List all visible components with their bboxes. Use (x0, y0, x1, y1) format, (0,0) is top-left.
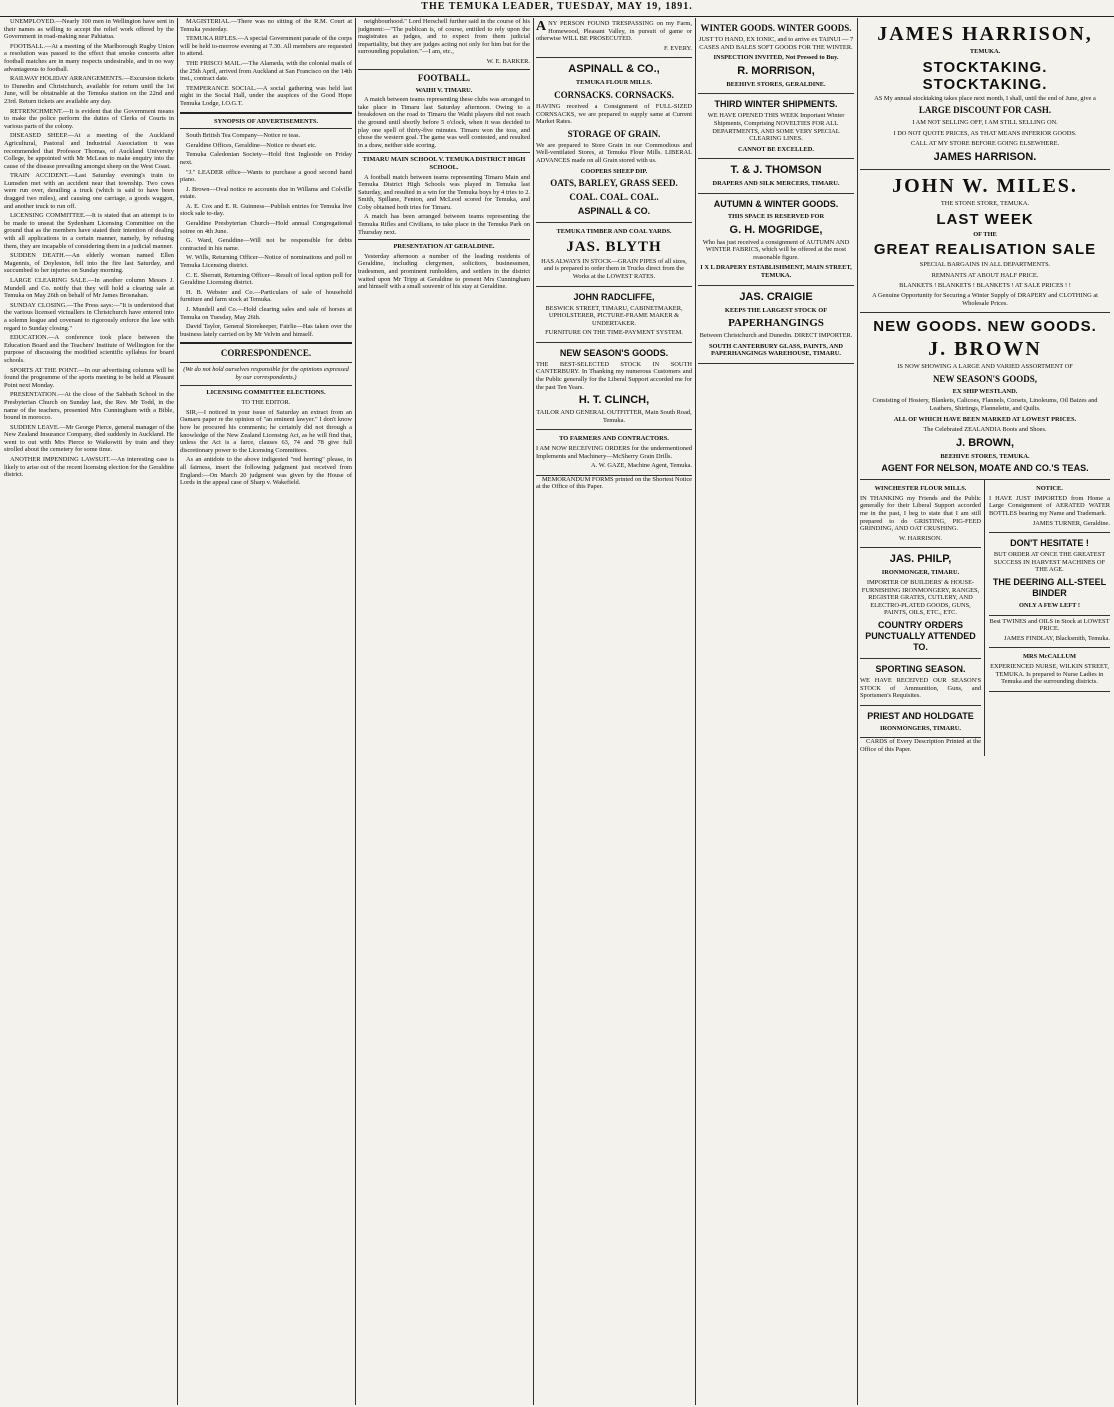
craigie-advert: JAS. CRAIGIE KEEPS THE LARGEST STOCK OF PAPERHANGINGS Between Christchurch and Dunedin. DIRECT IMPORTER. SOUTH CANTERBURY GLASS, PAINTS, AND PAPERHANGINGS WAREHOUSE, TIMARU. (698, 286, 854, 364)
news-paragraph: TEMPERANCE SOCIAL.—A social gathering was held last night in the Social Hall, under the auspices of the Good Hope Temuka Lodge, I.O.G.T. (180, 84, 352, 107)
sporting-advert: SPORTING SEASON. WE HAVE RECEIVED OUR SEASON'S STOCK of Ammunition, Guns, and Sportsmen's Requisites. (860, 659, 981, 706)
new-season-advert: NEW SEASON'S GOODS. THE BEST-SELECTED STOCK IN SOUTH CANTERBURY. In Thanking my numerous Customers and the Public generally for the Liberal Support accorded me for the past Ten Years. H. T. CLINCH, TAILOR AND GENERAL OUTFITTER, Main South Road, Temuka. (536, 343, 692, 431)
column-divider (177, 18, 178, 1405)
synopsis-item: W. Wills, Returning Officer—Notice of nominations and poll re Temuka Licensing district. (180, 254, 352, 270)
news-paragraph: A match has been arranged between teams representing the Temuka Rifles and Civilians, to take place in the Temuka Park on Thursday next. (358, 213, 530, 236)
letter-paragraph: neighbourhood." Lord Herschell further said in the course of his judgment:—"The publican is, of course, entitled to rely upon the magistrates as judges, and to expect from them judicial impartiality, but they are judges acting not only for him but for the surrounding population."—I am, etc., (358, 18, 530, 56)
cards-notice: CARDS of Every Description Printed at the Office of this Paper. (860, 738, 981, 753)
priest-advert: PRIEST AND HOLDGATE IRONMONGERS, TIMARU. (860, 706, 981, 739)
football-heading: FOOTBALL. (417, 72, 471, 83)
trespass-notice: ANY PERSON FOUND TRESPASSING on my Farm, Homewood, Pleasant Valley, in pursuit of game or otherwise WILL BE PROSECUTED. F. EVERY. (536, 18, 692, 58)
third-winter-advert: THIRD WINTER SHIPMENTS. WE HAVE OPENED THIS WEEK Important Winter Shipments, Comprising NOVELTIES FOR ALL DEPARTMENTS, AND SOME VERY SPECIAL CLEARING LINES. CANNOT BE EXCELLED. (698, 94, 854, 159)
philp-advert: JAS. PHILP, IRONMONGER, TIMARU. IMPORTER OF BUILDERS' & HOUSE-FURNISHING IRONMONGERY, RANGES, REGISTER GRATES, CUTLERY, AND ELECTRO-PLATED GOODS, GUNS, PAINTS, OILS, ETC., ETC. COUNTRY ORDERS PUNCTUALLY ATTENDED TO. (860, 548, 981, 659)
news-paragraph: SPORTS AT THE POINT.—In our advertising columns will be found the programme of the sports meeting to be held at Pleasant Point next Monday. (4, 366, 174, 389)
deering-advert: DON'T HESITATE ! BUT ORDER AT ONCE THE GREATEST SUCCESS IN HARVEST MACHINES OF THE AGE. THE DEERING ALL-STEEL BINDER ONLY A FEW LEFT ! (989, 533, 1110, 615)
news-paragraph: EDUCATION.—A conference took place between the Education Board and the Teachers' Institute of Wellington for the purpose of discussing the modified scientific syllabus for board schools. (4, 334, 174, 364)
split-adverts (860, 480, 1110, 755)
news-paragraph: MAGISTERIAL.—There was no sitting of the R.M. Court at Temuka yesterday. (180, 18, 352, 33)
news-paragraph: A football match between teams representing Timaru Main and Temuka District High Schools was played in Temuka last Saturday, and resulted in a win for the Temuka boys by 4 tries to 2. Smith, Spillane, Fenton, and McLeod scored for Temuka, and Coby obtained both tries for Timaru. (358, 173, 530, 211)
turner-notice: NOTICE. I HAVE JUST IMPORTED from Home a Large Consignment of AERATED WATER BOTTLES bearing my Name and Trademark. JAMES TURNER, Geraldine. (989, 480, 1110, 533)
letter-to: TO THE EDITOR. (241, 399, 291, 407)
harrison-advert: JAMES HARRISON, TEMUKA. STOCKTAKING. STOCKTAKING. AS My annual stocktaking takes place next month, I shall, until the end of June, give a LARGE DISCOUNT FOR CASH. I AM NOT SELLING OFF, I AM STILL SELLING ON. I DO NOT QUOTE PRICES, AS THAT MEANS INFERIOR GOODS. CALL AT MY STORE BEFORE GOING ELSEWHERE. JAMES HARRISON. (860, 18, 1110, 170)
synopsis-item: G. Ward, Geraldine—Will not be responsible for debts contracted in his name. (180, 237, 352, 252)
blyth-advert: TEMUKA TIMBER AND COAL YARDS. JAS. BLYTH HAS ALWAYS IN STOCK—GRAIN PIPES of all sizes, and is prepared to order them in Trucks direct from the Works at the LOWEST RATES. (536, 223, 692, 286)
news-paragraph: LARGE CLEARING SALE.—In another column Messrs J. Mundell and Co. notify that they will hold a clearing sale at Temuka on May 26th on behalf of Mr James Brosnahan. (4, 277, 174, 300)
mccallum-advert: MRS McCALLUM EXPERIENCED NURSE, WILKIN STREET, TEMUKA. Is prepared to Nurse Ladies in Temuka and the surrounding districts. (989, 648, 1110, 691)
letter-paragraph: SIR,—I noticed in your issue of Saturday an extract from an Oamaru paper re the opinion of "an eminent lawyer." I don't know how he procured his comments; he certainly did not through a knowledge of the New Zealand Licensing Act, as he will find that, unless the Act is a farce, clauses 63, 74 and 78 give full discretionary power to the Licensing Committees. (180, 408, 352, 454)
news-paragraph: TRAIN ACCIDENT.—Last Saturday evening's train to Lumsden met with an accident near that township. Two cows were run over, derailing a truck (which is said to have been dragged two miles), and causing one carriage, a goods waggon, and another truck to run off. (4, 172, 174, 210)
advert-column-5 (698, 18, 854, 1405)
news-paragraph: SUNDAY CLOSING.—The Press says:—"It is understood that the various licensed victuallers in Christchurch have entered into a solemn league and covenant to rigorously enforce the law with regard to Sunday closing." (4, 301, 174, 332)
news-paragraph: RAILWAY HOLIDAY ARRANGEMENTS.—Excursion tickets to Dunedin and Christchurch, available for return until the 1st June, will be obtainable at the Temuka station on the 22nd and 23rd. Return tickets are available any day. (4, 75, 174, 105)
news-paragraph: Yesterday afternoon a number of the leading residents of Geraldine, including clergymen, solicitors, businessmen, tradesmen, and prominent runholders, and settlers in the district waited upon Mr Tripp at Geraldine to present Mrs Cunningham and himself with a small souvenir of his stay at Geraldine. (358, 252, 530, 291)
letter-heading: LICENSING COMMITTEE ELECTIONS. (206, 388, 326, 396)
news-paragraph: THE FRISCO MAIL.—The Alameda, with the colonial mails of the 25th April, arrived from Auckland at San Francisco on the 14th inst., contract date. (180, 59, 352, 83)
news-column-3 (358, 18, 530, 1405)
news-column-2 (180, 18, 352, 1405)
news-paragraph: A match between teams representing these clubs was arranged to take place in Timaru last Saturday afternoon. Owing to a breakdown on the road to Timaru the Waihi players did not reach the ground until shortly before 5 o'clock, when it was decided to play one spell of thirty-five minutes. Timaru won the toss, and chose the western goal. The game was well contested, and resulted in a draw, neither side scoring. (358, 96, 530, 149)
news-paragraph: ANOTHER IMPENDING LAWSUIT.—An interesting case is likely to arise out of the recent licensing election for the Geraldine district. (4, 456, 174, 479)
synopsis-item: H. B. Webster and Co.—Particulars of sale of household furniture and farm stock at Temuka. (180, 288, 352, 304)
column-divider (355, 18, 356, 1405)
correspondence-note: (We do not hold ourselves responsible for the opinions expressed by our correspondents.) (183, 366, 349, 381)
letter-signature: W. E. BARKER. (486, 57, 530, 65)
synopsis-item: A. E. Cox and E. R. Guinness—Publish entries for Temuka live stock sale to-day. (180, 202, 352, 218)
column-divider (533, 18, 534, 1405)
radcliffe-advert: JOHN RADCLIFFE, BESWICK STREET, TIMARU, CABINETMAKER, UPHOLSTERER, PICTURE-FRAME MAKER & UNDERTAKER. FURNITURE ON THE TIME-PAYMENT SYSTEM. (536, 287, 692, 343)
synopsis-item: "J." LEADER office—Wants to purchase a good second hand piano. (180, 168, 352, 184)
advert-column-4 (536, 18, 692, 1405)
winter-goods-advert: WINTER GOODS. WINTER GOODS. JUST TO HAND, EX IONIC, and to arrive ex TAINUI — 7 CASES AND BALES SOFT GOODS FOR THE WINTER. INSPECTION INVITED, Not Pressed to Buy. R. MORRISON, BEEHIVE STORES, GERALDINE. (698, 18, 854, 94)
synopsis-item: South British Tea Company—Notice re teas. (186, 132, 301, 140)
memorandum-forms-notice: MEMORANDUM FORMS printed on the Shortest Notice at the Office of this Paper. (536, 475, 692, 491)
aspinall-advert: ASPINALL & CO., TEMUKA FLOUR MILLS. CORNSACKS. CORNSACKS. HAVING received a Consignment of FULL-SIZED CORNSACKS, we are prepared to supply same at Current Market Rates. STORAGE OF GRAIN. We are prepared to Store Grain in our Commodious and Well-ventilated Stores, at Temuka Flour Mills. LIBERAL ADVANCES made on all Grain stored with us. COOPERS SHEEP DIP. OATS, BARLEY, GRASS SEED. COAL. COAL. COAL. ASPINALL & CO. (536, 58, 692, 223)
news-column-1 (4, 18, 174, 1405)
letter-paragraph: As an antidote to the above indigested "red herring" please, in all fairness, insert the following judgment just received from England:—On March 20 judgment was given by the House of Lords in the appeal case of Sharp v. Wakefield. (180, 456, 352, 487)
winchester-advert: WINCHESTER FLOUR MILLS. IN THANKING my Friends and the Public generally for their Liberal Support accorded me in the past, I beg to state that I am still prepared to do GRISTING, PIG-FEED GRINDING, AND OAT CRUSHING. W. HARRISON. (860, 480, 981, 548)
synopsis-item: C. E. Sherratt, Returning Officer—Result of local option poll for Geraldine Licensing district. (180, 271, 352, 287)
presentation-heading: PRESENTATION AT GERALDINE. (393, 243, 495, 251)
advert-column-6 (860, 18, 1110, 1405)
synopsis-item: Geraldine Presbyterian Church—Hold annual Congregational soiree on 4th June. (180, 220, 352, 235)
news-paragraph: TEMUKA RIFLES.—A special Government parade of the corps will be held to-morrow evening at 7.30. All members are requested to attend. (180, 35, 352, 58)
school-match-heading: TIMARU MAIN SCHOOL V. TEMUKA DISTRICT HIGH SCHOOL. (362, 156, 526, 171)
synopsis-item: Geraldine Offices, Geraldine—Notice re dwart etc. (186, 141, 317, 149)
news-paragraph: SUDDEN LEAVE.—Mr George Pierce, general manager of the New Zealand Insurance Company, died suddenly in Auckland. He went to out with Mrs Pierce to Waikowiti by train and they strolled about the cemetery for some time. (4, 423, 174, 454)
news-paragraph: UNEMPLOYED.—Nearly 100 men in Wellington have sent in their names as willing to accept the relief work offered by the Government in road-making near Pahiatua. (4, 18, 174, 41)
news-paragraph: RETRENCHMENT.—It is evident that the Government means to make the police perform the duties of Clerks of Courts in various parts of the colony. (4, 107, 174, 130)
synopsis-item: J. Brown—Oval notice re accounts due in Willams and Colville estate. (180, 185, 352, 201)
news-paragraph: SUDDEN DEATH.—An elderly woman named Ellen Magennis, of Doyleston, fell into the fire last Saturday, and succumbed to her injuries on Sunday morning. (4, 252, 174, 275)
news-paragraph: PRESENTATION.—At the close of the Sabbath School in the Presbyterian Church on Sunday last, the Rev. Mr Todd, in the name of the teachers, presented Mrs Cunningham with a Bible, bound in morocco. (4, 391, 174, 422)
brown-advert: NEW GOODS. NEW GOODS. J. BROWN IS NOW SHOWING A LARGE AND VARIED ASSORTMENT OF NEW SEASON'S GOODS, EX SHIP WESTLAND. Consisting of Hosiery, Blankets, Calicoes, Flannels, Corsets, Linoleums, Oil Baizes and Leathers, Shirtings, Flannelette, and Quilts. ALL OF WHICH HAVE BEEN MARKED AT LOWEST PRICES. The Celebrated ZEALANDIA Boots and Shoes. J. BROWN, BEEHIVE STORES, TEMUKA. AGENT FOR NELSON, MOATE AND CO.'S TEAS. (860, 313, 1110, 480)
mogridge-advert: AUTUMN & WINTER GOODS. THIS SPACE IS RESERVED FOR G. H. MOGRIDGE, Who has just received a consignment of AUTUMN AND WINTER FABRICS, which will be offered at the most reasonable figure. I X L DRAPERY ESTABLISHMENT, MAIN STREET, TEMUKA. (698, 194, 854, 286)
farmers-advert: TO FARMERS AND CONTRACTORS. I AM NOW RECEIVING ORDERS for the undermentioned Implements and Machinery—McSherry Grain Drills. A. W. GAZE, Machine Agent, Temuka. (536, 430, 692, 475)
football-subheading: WAIHI V. TIMARU. (415, 86, 473, 94)
correspondence-heading: CORRESPONDENCE. (220, 348, 312, 359)
column-divider (857, 18, 858, 1405)
synopsis-heading: SYNOPSIS OF ADVERTISEMENTS. (213, 117, 319, 125)
column-divider (695, 18, 696, 1405)
synopsis-item: David Taylor, General Storekeeper, Fairlie—Has taken over the business lately carried on by Mr Velvin and himself. (180, 323, 352, 338)
findlay-advert: Best TWINES and OILS in Stock at LOWEST PRICE. JAMES FINDLAY, Blacksmith, Temuka. (989, 616, 1110, 649)
news-paragraph: FOOTBALL.—At a meeting of the Marlborough Rugby Union a resolution was passed to the effect that smoke concerts after football matches are in many respects undesirable, and in no way advantageous to football. (4, 42, 174, 73)
masthead: THE TEMUKA LEADER, TUESDAY, MAY 19, 1891. (0, 0, 1114, 17)
news-paragraph: DISEASED SHEEP.—At a meeting of the Auckland Agricultural, Pastoral and Industrial Association it was recommended that Professor Thomas, of Auckland University College, be appointed with Mr McLean to make enquiry into the cause of the disease prevailing amongst sheep on the West Coast. (4, 132, 174, 170)
synopsis-item: Temuka Caledonian Society—Hold first Ingleside on Friday next. (180, 151, 352, 166)
thomson-advert: T. & J. THOMSON DRAPERS AND SILK MERCERS, TIMARU. (698, 159, 854, 194)
synopsis-item: J. Mundell and Co.—Hold clearing sales and sale of horses at Temuka on Tuesday, May 26th. (180, 306, 352, 321)
miles-advert: JOHN W. MILES. THE STONE STORE, TEMUKA. LAST WEEK OF THE GREAT REALISATION SALE SPECIAL BARGAINS IN ALL DEPARTMENTS. REMNANTS AT ABOUT HALF PRICE. BLANKETS ! BLANKETS ! BLANKETS ! AT SALE PRICES ! ! A Genuine Opportunity for Securing a Winter Supply of DRAPERY and CLOTHING at Wholesale Prices. (860, 170, 1110, 313)
news-paragraph: LICENSING COMMITTEE.—It is stated that an attempt is to be made to unseat the Sydenham Licensing Committee on the ground that as the members have stated their intention of dealing with all applications in a certain manner, namely, by refusing them, they are incapable of considering them in a judicial manner. (4, 212, 174, 250)
